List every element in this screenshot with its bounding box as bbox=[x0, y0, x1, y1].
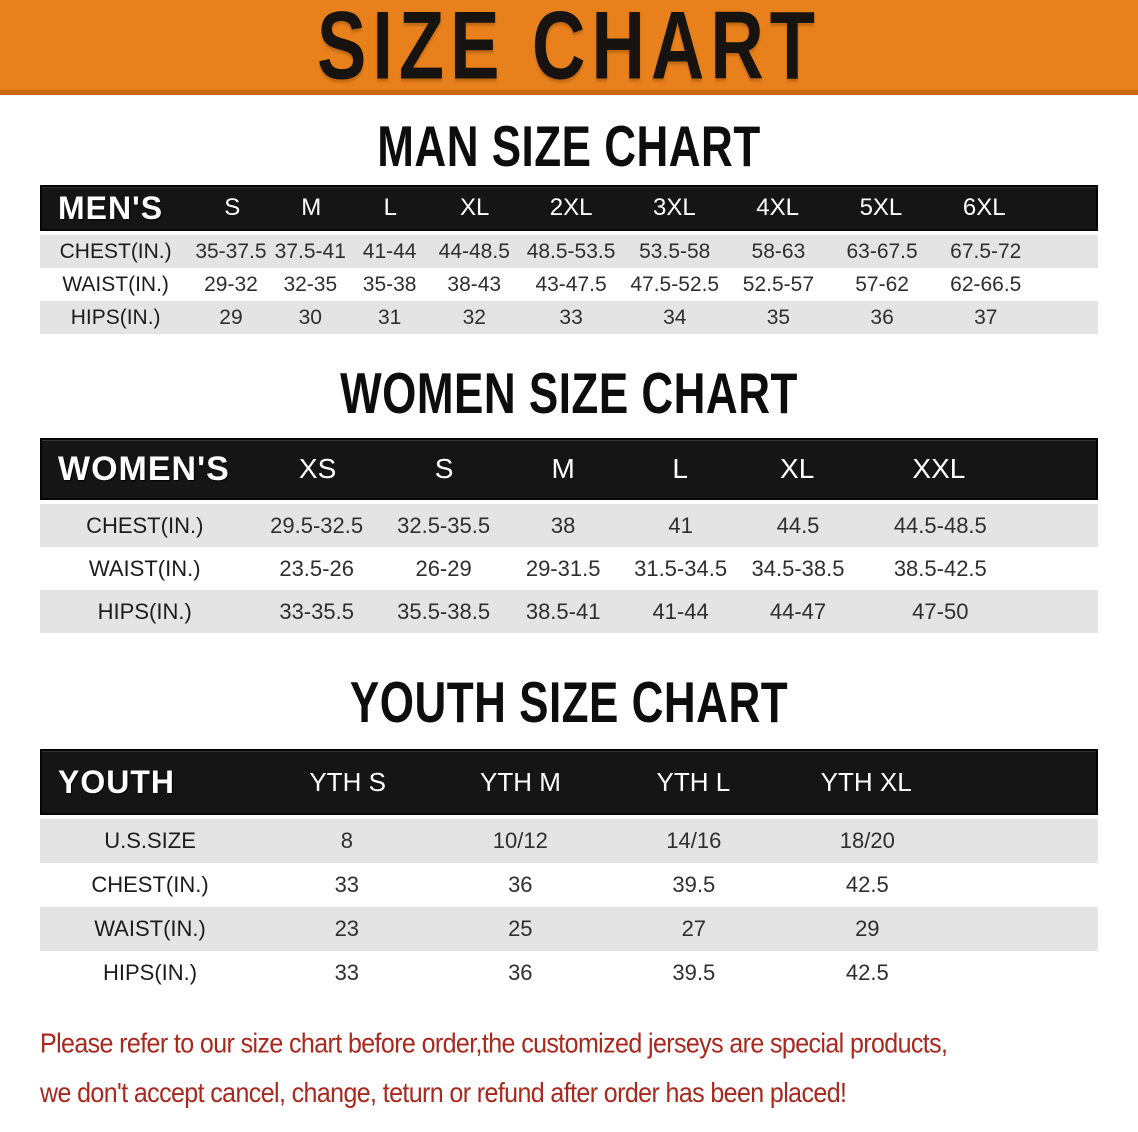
section-heading-wrap bbox=[0, 362, 1138, 427]
size-value: 35.5-38.5 bbox=[397, 598, 491, 624]
column-header: XL bbox=[459, 194, 490, 221]
size-value: 29 bbox=[855, 916, 880, 941]
size-value: 33 bbox=[334, 960, 360, 985]
column-header: XXL bbox=[912, 453, 966, 484]
size-value: 41 bbox=[668, 512, 693, 538]
size-value: 44.5 bbox=[776, 512, 820, 538]
table-row bbox=[40, 235, 1098, 268]
footer-line-1: Please refer to our size chart before order,the customized jerseys are special products, bbox=[40, 1027, 948, 1060]
size-value: 36 bbox=[508, 872, 533, 897]
table-header-label: YOUTH bbox=[58, 763, 175, 800]
table-row bbox=[40, 301, 1098, 334]
column-header: 3XL bbox=[653, 194, 696, 221]
section-heading: WOMEN SIZE CHART bbox=[340, 362, 798, 427]
size-value: 30 bbox=[298, 305, 322, 329]
size-value: 38 bbox=[550, 512, 576, 538]
size-value: 53.5-58 bbox=[639, 239, 711, 263]
column-header: 4XL bbox=[756, 194, 799, 221]
size-table-header-row bbox=[40, 185, 1098, 231]
size-value: 34 bbox=[663, 305, 687, 329]
size-value: 42.5 bbox=[845, 960, 889, 985]
size-value: 37 bbox=[974, 305, 998, 329]
size-value: 29 bbox=[219, 305, 243, 329]
size-value: 27 bbox=[681, 916, 707, 941]
size-value: 32.5-35.5 bbox=[397, 512, 491, 538]
row-label: WAIST(IN.) bbox=[62, 272, 169, 296]
size-table bbox=[40, 749, 1098, 995]
size-value: 47.5-52.5 bbox=[630, 272, 720, 296]
column-header: YTH L bbox=[656, 766, 731, 797]
size-value: 26-29 bbox=[415, 555, 472, 581]
size-value: 25 bbox=[508, 916, 533, 941]
row-label: U.S.SIZE bbox=[104, 828, 196, 853]
column-header: YTH S bbox=[309, 766, 386, 797]
size-value: 38.5-41 bbox=[525, 598, 601, 624]
size-value: 23 bbox=[334, 916, 360, 941]
size-table-header-row bbox=[40, 438, 1098, 500]
size-chart-section bbox=[0, 362, 1138, 633]
column-header: YTH M bbox=[480, 766, 561, 797]
row-label: WAIST(IN.) bbox=[94, 916, 206, 941]
column-header: L bbox=[672, 453, 688, 484]
column-header: S bbox=[434, 453, 454, 484]
size-value: 41-44 bbox=[362, 239, 417, 263]
size-value: 35 bbox=[766, 305, 791, 329]
row-label: HIPS(IN.) bbox=[70, 305, 161, 329]
table-row bbox=[40, 907, 1098, 951]
size-value: 10/12 bbox=[492, 828, 548, 853]
column-header: 5XL bbox=[859, 194, 903, 221]
size-chart-section bbox=[0, 115, 1138, 334]
size-value: 29-31.5 bbox=[525, 555, 601, 581]
column-header: M bbox=[301, 194, 322, 221]
size-value: 47-50 bbox=[912, 598, 969, 624]
size-table-body bbox=[40, 504, 1098, 633]
size-value: 18/20 bbox=[839, 828, 895, 853]
column-header: M bbox=[551, 453, 575, 484]
size-value: 14/16 bbox=[666, 828, 722, 853]
column-header: XL bbox=[780, 453, 815, 484]
size-value: 57-62 bbox=[855, 272, 909, 296]
size-value: 58-63 bbox=[751, 239, 806, 263]
size-table-body bbox=[40, 235, 1098, 334]
table-row bbox=[40, 863, 1098, 907]
table-row bbox=[40, 951, 1098, 995]
size-value: 36 bbox=[870, 305, 894, 329]
size-value: 63-67.5 bbox=[846, 239, 918, 263]
table-row bbox=[40, 268, 1098, 301]
size-value: 33-35.5 bbox=[279, 598, 354, 624]
row-label: WAIST(IN.) bbox=[88, 555, 201, 581]
column-header: L bbox=[383, 194, 398, 221]
size-value: 43-47.5 bbox=[535, 272, 607, 296]
size-value: 8 bbox=[340, 828, 353, 853]
size-value: 32 bbox=[462, 305, 486, 329]
column-header: S bbox=[224, 194, 241, 221]
table-row bbox=[40, 590, 1098, 633]
size-value: 36 bbox=[508, 960, 533, 985]
size-value: 39.5 bbox=[672, 872, 716, 897]
table-header-label: MEN'S bbox=[58, 189, 164, 226]
size-table bbox=[40, 185, 1098, 334]
size-value: 37.5-41 bbox=[274, 239, 346, 263]
size-value: 48.5-53.5 bbox=[526, 239, 616, 263]
size-value: 35-38 bbox=[362, 272, 417, 296]
size-value: 35-37.5 bbox=[195, 239, 267, 263]
size-value: 29.5-32.5 bbox=[270, 512, 364, 538]
row-label: HIPS(IN.) bbox=[102, 960, 198, 985]
column-header: YTH XL bbox=[820, 766, 912, 797]
footer-line-2: we don't accept cancel, change, teturn or refund after order has been placed! bbox=[40, 1077, 847, 1109]
column-header: XS bbox=[298, 453, 337, 484]
size-value: 33 bbox=[334, 872, 360, 897]
sections bbox=[0, 115, 1138, 995]
size-value: 38-43 bbox=[447, 272, 502, 296]
size-chart-section bbox=[0, 671, 1138, 995]
size-value: 41-44 bbox=[652, 598, 709, 624]
section-heading: YOUTH SIZE CHART bbox=[349, 671, 789, 736]
size-value: 38.5-42.5 bbox=[893, 555, 987, 581]
size-value: 31.5-34.5 bbox=[634, 555, 728, 581]
size-value: 23.5-26 bbox=[279, 555, 354, 581]
section-heading-wrap bbox=[0, 115, 1138, 180]
table-row bbox=[40, 819, 1098, 863]
column-header: 6XL bbox=[962, 194, 1006, 221]
row-label: CHEST(IN.) bbox=[91, 872, 209, 897]
size-value: 52.5-57 bbox=[742, 272, 815, 296]
size-value: 31 bbox=[377, 305, 402, 329]
column-header: 2XL bbox=[549, 194, 593, 221]
table-row bbox=[40, 504, 1098, 547]
size-value: 67.5-72 bbox=[950, 239, 1022, 263]
size-value: 44-47 bbox=[769, 598, 827, 624]
section-heading-wrap bbox=[0, 671, 1138, 736]
size-chart-banner bbox=[0, 0, 1138, 99]
size-value: 62-66.5 bbox=[950, 272, 1022, 296]
size-value: 34.5-38.5 bbox=[751, 555, 845, 581]
size-value: 33 bbox=[559, 305, 583, 329]
table-row bbox=[40, 547, 1098, 590]
size-value: 44.5-48.5 bbox=[893, 512, 987, 538]
size-value: 32-35 bbox=[283, 272, 338, 296]
footer-note bbox=[40, 1019, 1108, 1118]
row-label: CHEST(IN.) bbox=[86, 512, 204, 538]
table-header-label: WOMEN'S bbox=[58, 449, 230, 488]
section-heading: MAN SIZE CHART bbox=[377, 115, 761, 180]
size-value: 42.5 bbox=[845, 872, 889, 897]
size-table-body bbox=[40, 819, 1098, 995]
size-table bbox=[40, 438, 1098, 633]
size-value: 29-32 bbox=[204, 272, 258, 296]
row-label: CHEST(IN.) bbox=[59, 239, 172, 263]
size-table-header-row bbox=[40, 749, 1098, 815]
row-label: HIPS(IN.) bbox=[97, 598, 192, 624]
banner-title: SIZE CHART bbox=[317, 0, 821, 99]
size-value: 44-48.5 bbox=[438, 239, 510, 263]
size-value: 39.5 bbox=[672, 960, 716, 985]
